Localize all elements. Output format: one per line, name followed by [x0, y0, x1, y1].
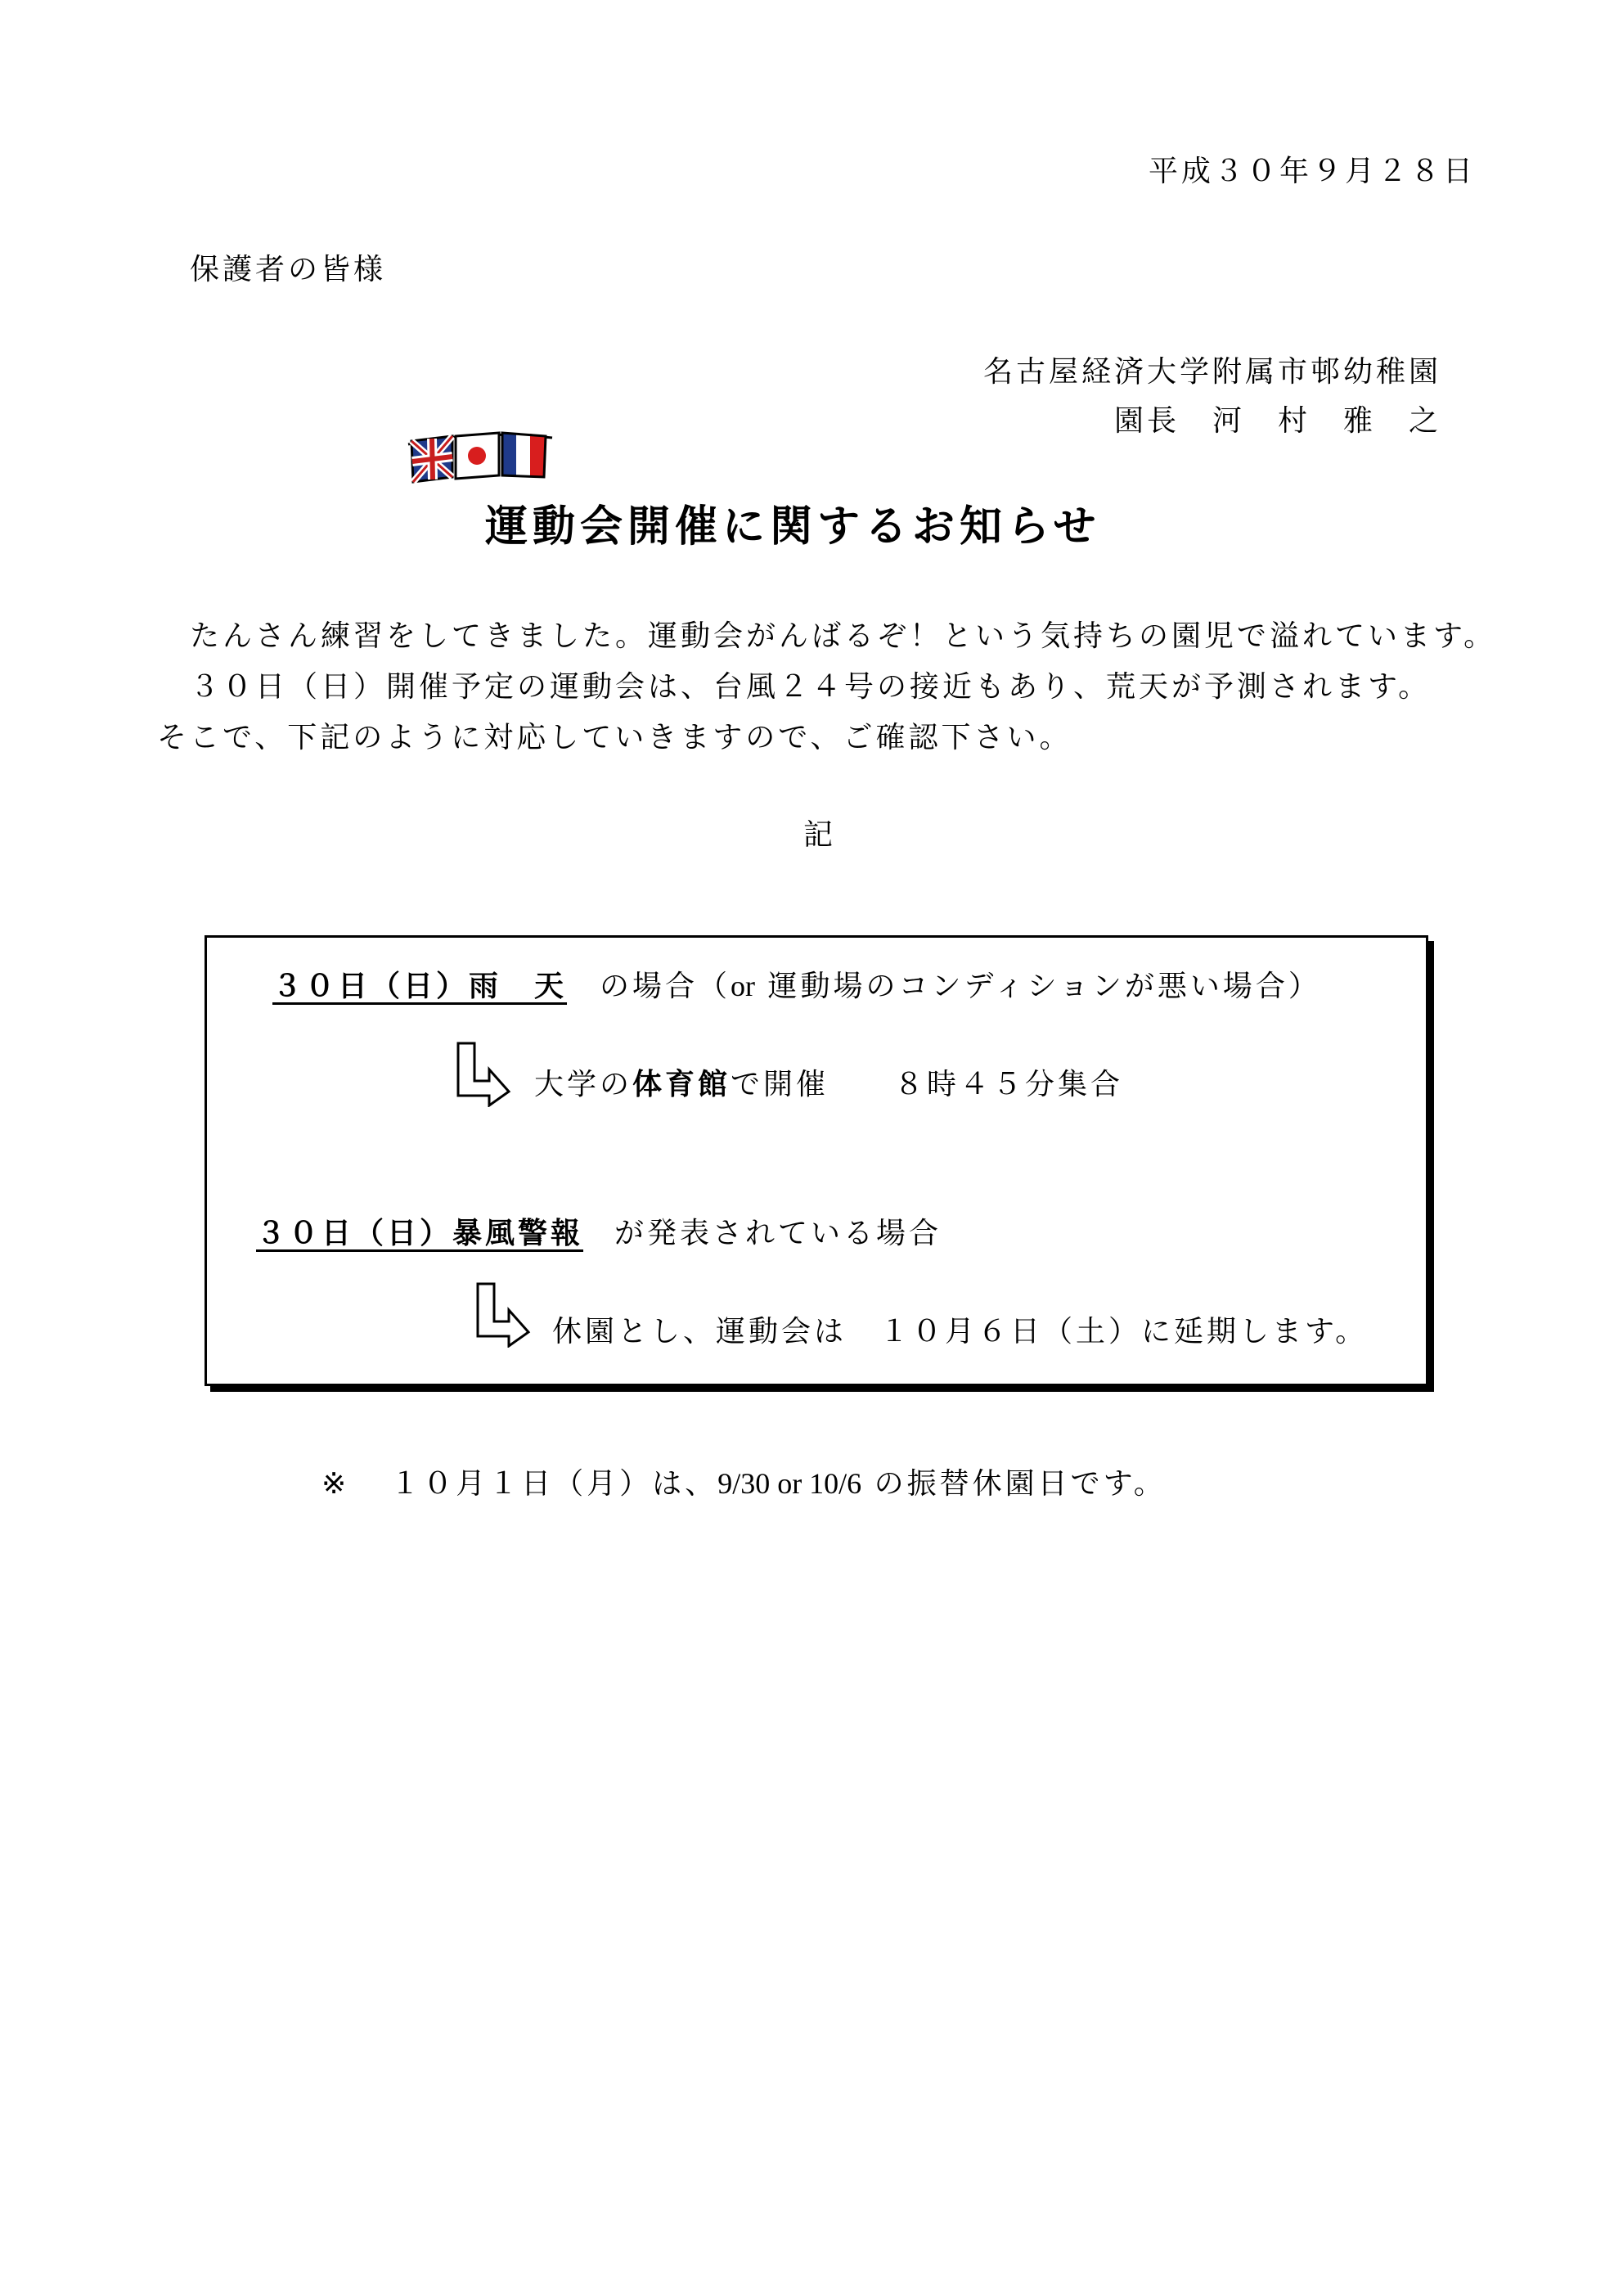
- case-storm-result: 休園とし、運動会は １０月６日（土）に延期します。: [552, 1315, 1369, 1348]
- case-rain-result-lead: 大学の: [534, 1068, 633, 1101]
- flag-bunting-icon: [405, 430, 556, 487]
- case-rain-condition-prefix: の場合（: [600, 970, 731, 1003]
- case-rain-condition-suffix: 運動場のコンディションが悪い場合）: [755, 970, 1321, 1003]
- japan-flag-icon: [456, 433, 499, 479]
- footnote-text-a: １０月１日（月）は、: [390, 1467, 718, 1501]
- body-line-3: そこで、下記のように対応していきますので、ご確認下さい。: [157, 721, 1072, 754]
- right-turn-arrow-icon: [474, 1282, 532, 1348]
- sender-organization: 名古屋経済大学附属市邨幼稚園: [982, 355, 1441, 389]
- right-turn-arrow-icon: [455, 1042, 512, 1107]
- footnote-text-b: の振替休園日です。: [861, 1467, 1167, 1501]
- document-date: 平成３０年９月２８日: [1148, 155, 1476, 188]
- case-storm-heading: ３０日（日）暴風警報: [256, 1217, 584, 1250]
- recipient: 保護者の皆様: [190, 253, 387, 286]
- case-rain-heading: ３０日（日）雨 天: [272, 970, 568, 1003]
- footnote-mark: ※: [321, 1467, 350, 1501]
- body-line-1: たんさん練習をしてきました。運動会がんばるぞ！という気持ちの園児で溢れています。: [190, 619, 1497, 653]
- france-flag-icon: [502, 433, 546, 477]
- case-rain-condition-or: or: [731, 970, 756, 1002]
- uk-flag-icon: [411, 436, 452, 482]
- case-rain-result-rest: で開催 ８時４５分集合: [731, 1068, 1124, 1101]
- case-rain-result-venue: 体育館: [632, 1068, 731, 1101]
- body-line-2: ３０日（日）開催予定の運動会は、台風２４号の接近もあり、荒天が予測されます。: [190, 670, 1432, 704]
- ki-marker: 記: [803, 818, 837, 852]
- sender-name: 園長 河 村 雅 之: [1113, 404, 1441, 438]
- footnote-dates: 9/30 or 10/6: [717, 1467, 862, 1500]
- page-title: 運動会開催に関するお知らせ: [485, 502, 1101, 551]
- case-storm-condition: が発表されている場合: [614, 1217, 942, 1250]
- case-storm: [256, 1219, 942, 1249]
- footnote: [321, 1469, 1167, 1499]
- case-rain: [272, 971, 1321, 1002]
- case-rain-result: [534, 1070, 1123, 1100]
